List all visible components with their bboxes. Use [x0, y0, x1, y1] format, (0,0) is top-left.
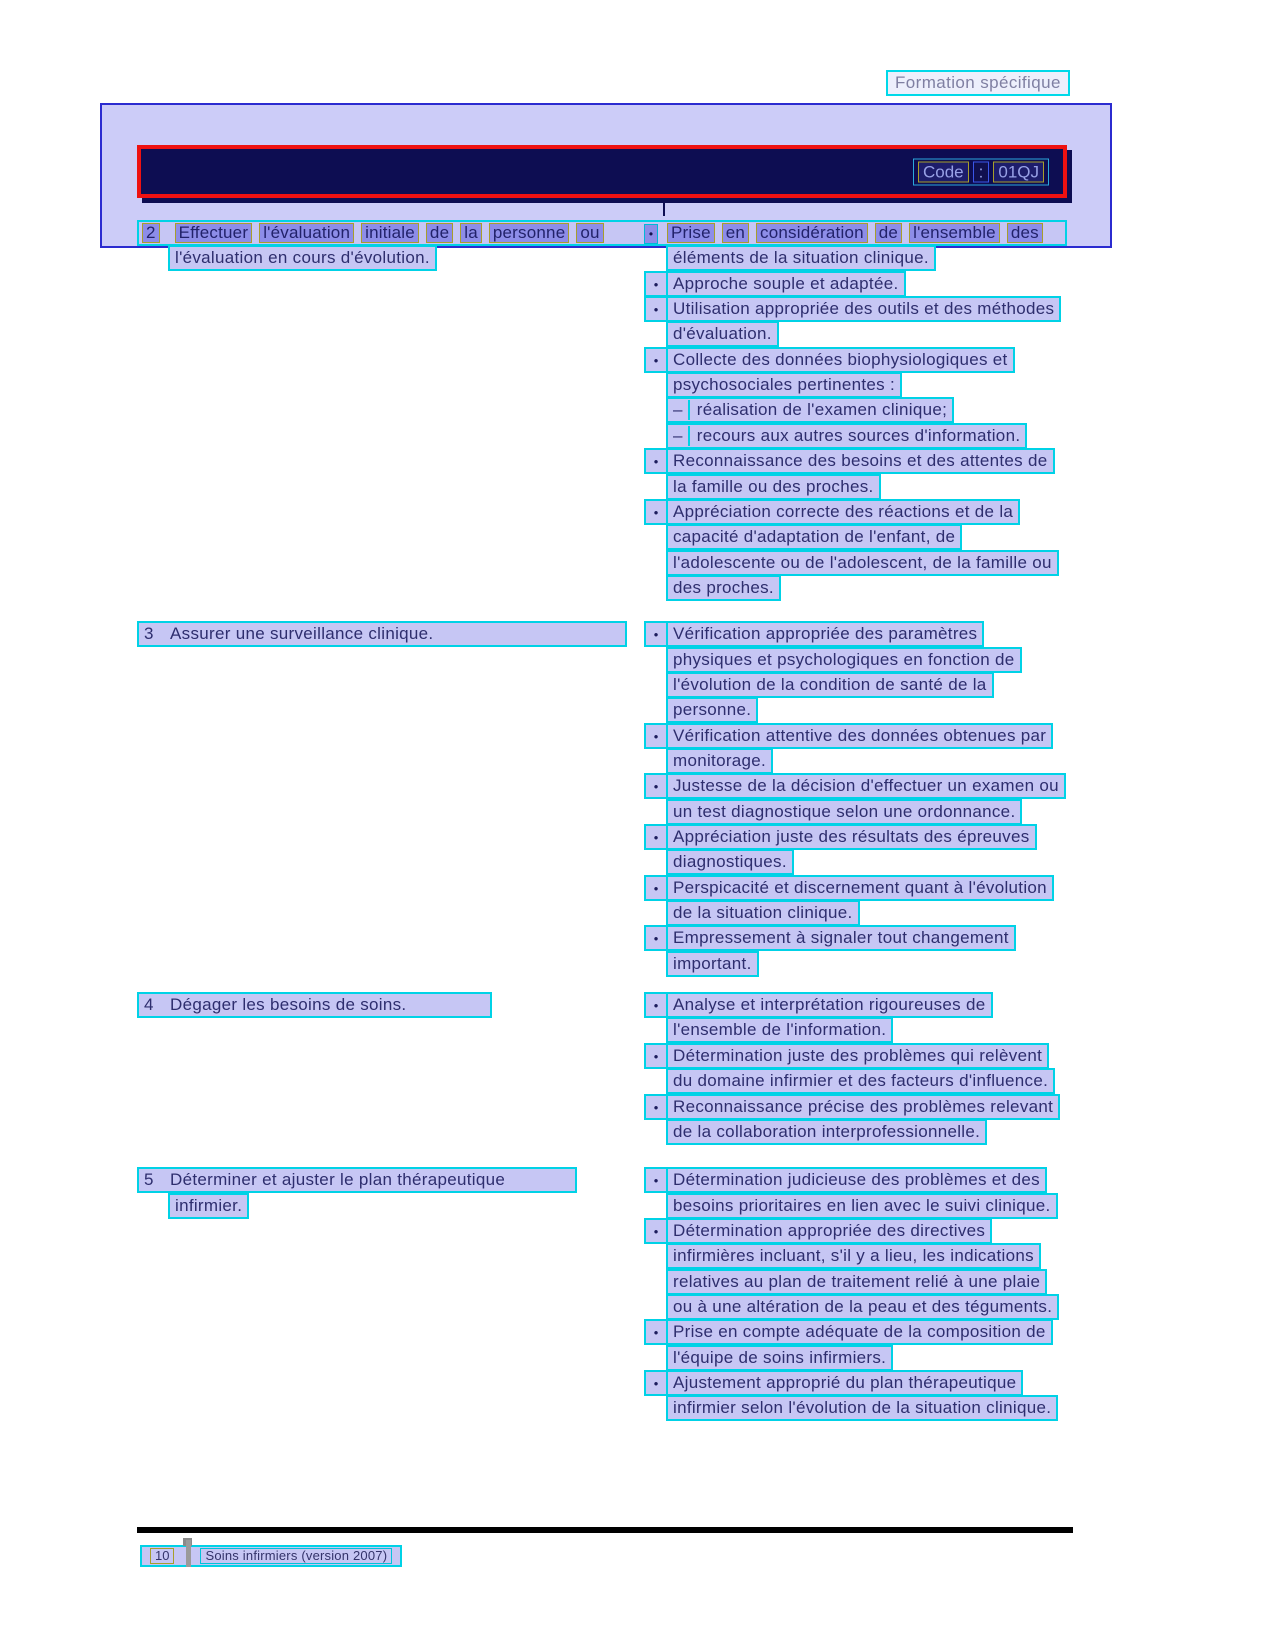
- ocr-line: [666, 550, 1059, 576]
- item-number: 5: [144, 1170, 154, 1190]
- title-bar: [137, 145, 1067, 198]
- ocr-line: [666, 474, 881, 500]
- bullet-icon: •: [644, 271, 668, 297]
- word-box: personne: [489, 223, 570, 243]
- competency-table: [0, 220, 1275, 1422]
- line-text: Détermination judicieuse des problèmes et des: [666, 1167, 1047, 1193]
- ocr-line: [666, 245, 936, 271]
- bullet-icon: •: [644, 621, 668, 647]
- section-title: [137, 1167, 577, 1193]
- ocr-left-words: [142, 223, 611, 243]
- word-box: la: [460, 223, 482, 243]
- line-text: Dégager les besoins de soins.: [170, 995, 407, 1015]
- ocr-line: [666, 1193, 1058, 1219]
- ocr-line: [666, 1017, 893, 1043]
- bullet-icon: •: [644, 1218, 668, 1244]
- section-2: [0, 220, 1275, 601]
- line-text: Approche souple et adaptée.: [666, 271, 906, 297]
- footer-divider-bar: [186, 1540, 191, 1567]
- ocr-line: [666, 647, 1022, 673]
- line-text: l'équipe de soins infirmiers.: [666, 1345, 893, 1371]
- line-text: Collecte des données biophysiologiques et: [666, 347, 1015, 373]
- dash-icon: –: [673, 426, 690, 446]
- line-text: ou à une altération de la peau et des téguments.: [666, 1294, 1059, 1320]
- bullet-icon: •: [644, 1167, 668, 1193]
- ocr-line: [666, 1345, 893, 1371]
- line-text: Vérification attentive des données obtenues par: [666, 723, 1053, 749]
- line-text: un test diagnostique selon une ordonnance.: [666, 799, 1022, 825]
- bullet-icon: •: [644, 875, 668, 901]
- section-4: [0, 992, 1275, 1145]
- line-text: Empressement à signaler tout changement: [666, 925, 1016, 951]
- word-box: en: [722, 223, 749, 243]
- line-text: infirmier.: [168, 1193, 249, 1219]
- ocr-line: [644, 824, 1037, 850]
- ocr-line: [666, 697, 758, 723]
- bullet-icon: •: [644, 1319, 668, 1345]
- ocr-line: [644, 296, 1061, 322]
- ocr-line: [168, 1193, 249, 1219]
- line-text: du domaine infirmier et des facteurs d'influence.: [666, 1068, 1055, 1094]
- section-3: [0, 621, 1275, 977]
- ocr-line: [168, 245, 437, 271]
- dash-icon: –: [673, 400, 690, 420]
- ocr-line: [666, 1395, 1058, 1421]
- bullet-icon: •: [644, 296, 668, 322]
- word-box: l'évaluation: [259, 223, 354, 243]
- ocr-line: [644, 271, 906, 297]
- code-value: 01QJ: [993, 161, 1044, 182]
- bullet-icon: •: [644, 1043, 668, 1069]
- bullet-icon: •: [644, 1370, 668, 1396]
- line-text: infirmier selon l'évolution de la situation clinique.: [666, 1395, 1058, 1421]
- line-text: – réalisation de l'examen clinique;: [666, 397, 954, 423]
- word-box: l'ensemble: [909, 223, 1000, 243]
- line-text: Reconnaissance précise des problèmes relevant: [666, 1094, 1060, 1120]
- bullet-icon: •: [644, 224, 658, 244]
- line-text: l'évolution de la condition de santé de la: [666, 672, 994, 698]
- ocr-line: [137, 992, 492, 1018]
- ocr-line: [666, 1269, 1047, 1295]
- ocr-line: [644, 1043, 1049, 1069]
- line-text: infirmières incluant, s'il y a lieu, les indications: [666, 1243, 1041, 1269]
- ocr-line: [644, 1218, 992, 1244]
- ocr-line: [644, 347, 1015, 373]
- ocr-line: [644, 1370, 1023, 1396]
- ocr-line: [666, 397, 954, 423]
- code-separator: :: [973, 161, 990, 182]
- ocr-line: [644, 723, 1053, 749]
- line-text: d'évaluation.: [666, 321, 779, 347]
- ocr-line: [644, 875, 1054, 901]
- word-box: de: [875, 223, 902, 243]
- ocr-line: [137, 621, 627, 647]
- footer: [140, 1545, 402, 1567]
- word-box: des: [1007, 223, 1043, 243]
- section-5: [0, 1167, 1275, 1422]
- ocr-line: [644, 1167, 1047, 1193]
- line-text: Perspicacité et discernement quant à l'évolution: [666, 875, 1054, 901]
- ocr-line: [644, 1319, 1053, 1345]
- line-text: Prise en compte adéquate de la composition de: [666, 1319, 1053, 1345]
- ocr-line: [666, 748, 773, 774]
- word-box: considération: [756, 223, 868, 243]
- bullet-icon: •: [644, 1094, 668, 1120]
- line-text: relatives au plan de traitement relié à une plaie: [666, 1269, 1047, 1295]
- ocr-line: [666, 372, 902, 398]
- line-text: l'ensemble de l'information.: [666, 1017, 893, 1043]
- header-right-label-text: Formation spécifique: [895, 73, 1061, 92]
- ocr-line: [666, 423, 1027, 449]
- line-text: Analyse et interprétation rigoureuses de: [666, 992, 993, 1018]
- line-text: besoins prioritaires en lien avec le suivi clinique.: [666, 1193, 1058, 1219]
- ocr-right-words: [644, 223, 1050, 244]
- ocr-line: [644, 992, 993, 1018]
- bullet-icon: •: [644, 925, 668, 951]
- page-number: 10: [150, 1548, 174, 1564]
- section-title: [137, 621, 627, 647]
- ocr-line: [644, 448, 1055, 474]
- item-number: 2: [142, 223, 160, 243]
- divider-tick: [663, 202, 665, 216]
- bullet-icon: •: [644, 824, 668, 850]
- ocr-line: [644, 925, 1016, 951]
- line-text: de la collaboration interprofessionnelle.: [666, 1119, 987, 1145]
- line-text: Utilisation appropriée des outils et des méthodes: [666, 296, 1061, 322]
- line-text: Appréciation juste des résultats des épreuves: [666, 824, 1037, 850]
- ocr-line: [666, 799, 1022, 825]
- line-text: Appréciation correcte des réactions et de la: [666, 499, 1020, 525]
- bullet-icon: •: [644, 773, 668, 799]
- ocr-line: [644, 773, 1066, 799]
- footer-text: Soins infirmiers (version 2007): [200, 1548, 392, 1564]
- word-box: ou: [576, 223, 603, 243]
- line-text: des proches.: [666, 575, 781, 601]
- line-text: important.: [666, 951, 759, 977]
- line-text: psychosociales pertinentes :: [666, 372, 902, 398]
- line-text: de la situation clinique.: [666, 900, 860, 926]
- code-label: Code: [918, 161, 969, 182]
- ocr-line: [666, 524, 962, 550]
- ocr-line: [666, 1294, 1059, 1320]
- line-text: Détermination appropriée des directives: [666, 1218, 992, 1244]
- ocr-line: [666, 672, 994, 698]
- word-box: Prise: [667, 223, 715, 243]
- word-box: initiale: [361, 223, 419, 243]
- bullet-icon: •: [644, 992, 668, 1018]
- item-number: 4: [144, 995, 154, 1015]
- line-text: personne.: [666, 697, 758, 723]
- word-box: Effectuer: [175, 223, 253, 243]
- ocr-line: [666, 1068, 1055, 1094]
- ocr-line: [666, 849, 794, 875]
- line-text: Ajustement approprié du plan thérapeutique: [666, 1370, 1023, 1396]
- word-box: de: [426, 223, 453, 243]
- ocr-line: [137, 1167, 577, 1193]
- ocr-word-row: [137, 220, 1067, 246]
- line-text: l'adolescente ou de l'adolescent, de la famille ou: [666, 550, 1059, 576]
- line-text: la famille ou des proches.: [666, 474, 881, 500]
- ocr-line: [644, 499, 1020, 525]
- ocr-line: [666, 321, 779, 347]
- ocr-line: [666, 1119, 987, 1145]
- bullet-icon: •: [644, 723, 668, 749]
- line-text: Détermination juste des problèmes qui relèvent: [666, 1043, 1049, 1069]
- line-text: capacité d'adaptation de l'enfant, de: [666, 524, 962, 550]
- ocr-line: [644, 1094, 1060, 1120]
- ocr-line: [666, 900, 860, 926]
- footer-rule: [137, 1527, 1073, 1533]
- line-text: monitorage.: [666, 748, 773, 774]
- line-text: l'évaluation en cours d'évolution.: [168, 245, 437, 271]
- bullet-icon: •: [644, 499, 668, 525]
- line-text: Vérification appropriée des paramètres: [666, 621, 984, 647]
- section-title: [137, 992, 492, 1018]
- bullet-icon: •: [644, 347, 668, 373]
- line-text: Justesse de la décision d'effectuer un examen ou: [666, 773, 1066, 799]
- line-text: Assurer une surveillance clinique.: [170, 624, 434, 644]
- line-text: – recours aux autres sources d'information.: [666, 423, 1027, 449]
- header-right-label: [886, 70, 1070, 96]
- line-text: éléments de la situation clinique.: [666, 245, 936, 271]
- line-text: physiques et psychologiques en fonction de: [666, 647, 1022, 673]
- ocr-line: [666, 575, 781, 601]
- item-number: 3: [144, 624, 154, 644]
- line-text: Reconnaissance des besoins et des attentes de: [666, 448, 1055, 474]
- code-field: [913, 158, 1049, 185]
- line-text: Déterminer et ajuster le plan thérapeutique: [170, 1170, 506, 1190]
- ocr-line: [666, 1243, 1041, 1269]
- ocr-line: [666, 951, 759, 977]
- ocr-line: [644, 621, 984, 647]
- line-text: diagnostiques.: [666, 849, 794, 875]
- bullet-icon: •: [644, 448, 668, 474]
